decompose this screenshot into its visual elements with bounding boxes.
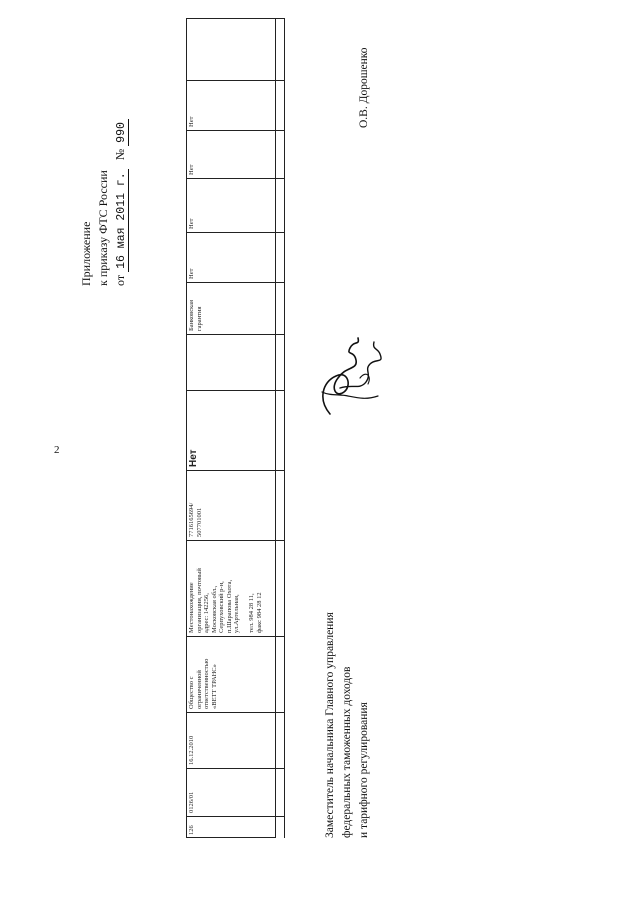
table-cell-text: 0126/01	[188, 791, 195, 813]
table-cell	[186, 282, 276, 334]
table-cell-text: 126	[188, 825, 195, 835]
table-cell	[186, 18, 276, 80]
signatory-title-line2: федеральных таможенных доходов	[341, 666, 353, 838]
signatory-name: О.В. Дорошенко	[358, 47, 370, 128]
table-cell	[186, 130, 276, 178]
table-cell-text: Местонахождение организации, почтовый адрес: 142256, Московская обл., Серпуховский р-н, п.Шарапова Охота, ул.Артельная, тел. 984 28 11, факс 984 28 12	[188, 568, 263, 633]
appendix-date-line	[112, 119, 130, 286]
table-cell-text: Нет	[188, 116, 195, 127]
table-cell	[186, 470, 276, 540]
table-cell	[186, 178, 276, 232]
table-cell-text: Нет	[188, 164, 195, 175]
signatory-title-line3: и тарифного регулирования	[358, 702, 370, 838]
table-cell-text: Нет	[188, 218, 195, 229]
table-cell	[186, 80, 276, 130]
table-cell-text: 7716165694/ 507701001	[188, 502, 203, 537]
table-cell	[186, 712, 276, 768]
signatory-title	[322, 612, 373, 838]
appendix-header	[78, 119, 130, 286]
table-cell-text: Общество с ограниченной ответственностью «ВЕТТ ТРАНС»	[188, 658, 218, 709]
registry-table	[186, 18, 286, 838]
appendix-order-ref: к приказу ФТС России	[96, 170, 110, 286]
table-cell	[186, 768, 276, 816]
table-cell	[186, 540, 276, 636]
table-cell-text: Нет	[188, 268, 195, 279]
table-cell-text: 16.12.2010	[188, 735, 195, 765]
table-cell	[186, 334, 276, 390]
appendix-number: 990	[115, 119, 129, 146]
table-cell-text: Нет	[188, 449, 199, 467]
table-cell-text: Банковская гарантия	[188, 299, 203, 331]
table-cell	[186, 816, 276, 838]
table-cell	[186, 636, 276, 712]
appendix-title: Приложение	[79, 221, 93, 286]
table-cell	[186, 232, 276, 282]
appendix-date-prefix: от	[113, 274, 127, 286]
page-number: 2	[54, 444, 60, 456]
signatory-title-line1: Заместитель начальника Главного управления	[324, 612, 336, 838]
appendix-date: 16 мая 2011 г.	[115, 169, 129, 272]
table-cell	[186, 390, 276, 470]
appendix-number-sign: №	[113, 148, 127, 161]
handwritten-signature	[300, 330, 392, 416]
